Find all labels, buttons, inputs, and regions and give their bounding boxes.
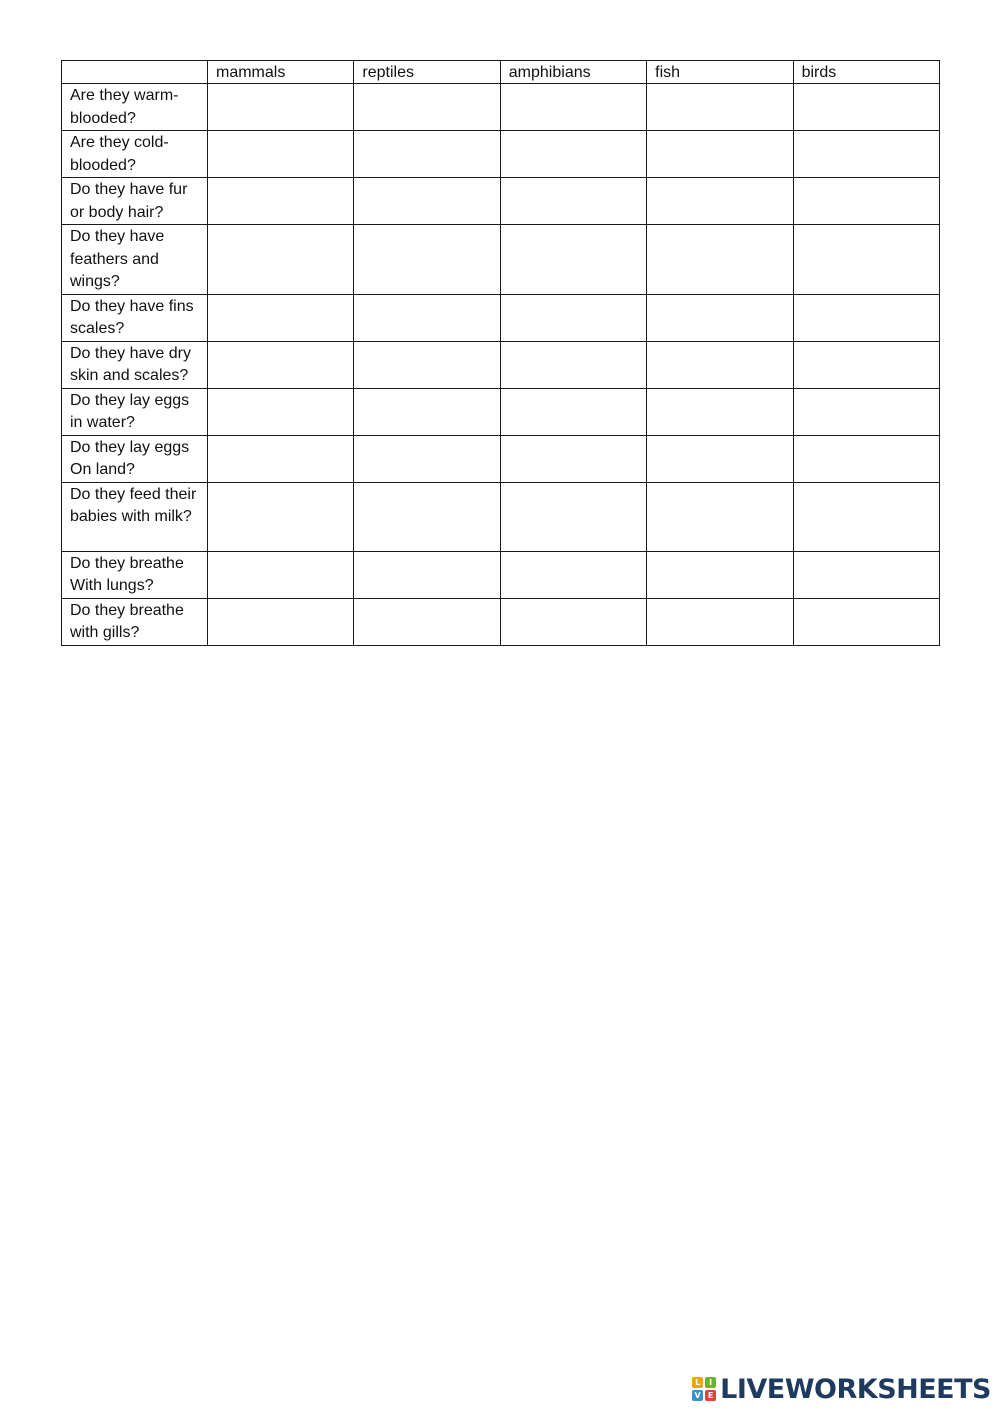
answer-cell-mammals[interactable] xyxy=(208,84,354,131)
answer-cell-amphibians[interactable] xyxy=(500,341,646,388)
answer-cell-mammals[interactable] xyxy=(208,598,354,645)
answer-cell-birds[interactable] xyxy=(793,294,939,341)
question-cell: Do they lay eggs in water? xyxy=(62,388,208,435)
question-cell: Do they have feathers and wings? xyxy=(62,225,208,295)
answer-cell-fish[interactable] xyxy=(647,131,793,178)
question-cell: Do they breathe With lungs? xyxy=(62,551,208,598)
answer-cell-fish[interactable] xyxy=(647,551,793,598)
answer-cell-amphibians[interactable] xyxy=(500,598,646,645)
answer-cell-fish[interactable] xyxy=(647,341,793,388)
answer-cell-reptiles[interactable] xyxy=(354,131,500,178)
answer-cell-birds[interactable] xyxy=(793,131,939,178)
answer-cell-mammals[interactable] xyxy=(208,225,354,295)
answer-cell-reptiles[interactable] xyxy=(354,435,500,482)
header-cell-corner xyxy=(62,61,208,84)
answer-cell-fish[interactable] xyxy=(647,388,793,435)
answer-cell-birds[interactable] xyxy=(793,482,939,551)
answer-cell-amphibians[interactable] xyxy=(500,178,646,225)
logo-letter-i: I xyxy=(705,1377,716,1388)
header-cell-amphibians: amphibians xyxy=(500,61,646,84)
table-row xyxy=(62,225,940,295)
answer-cell-reptiles[interactable] xyxy=(354,482,500,551)
header-cell-fish: fish xyxy=(647,61,793,84)
answer-cell-fish[interactable] xyxy=(647,435,793,482)
answer-cell-mammals[interactable] xyxy=(208,341,354,388)
answer-cell-reptiles[interactable] xyxy=(354,388,500,435)
answer-cell-reptiles[interactable] xyxy=(354,225,500,295)
logo-mark-icon xyxy=(692,1377,716,1401)
answer-cell-fish[interactable] xyxy=(647,178,793,225)
table-row xyxy=(62,435,940,482)
answer-cell-amphibians[interactable] xyxy=(500,388,646,435)
answer-cell-reptiles[interactable] xyxy=(354,294,500,341)
table-row xyxy=(62,551,940,598)
question-cell: Are they warm-blooded? xyxy=(62,84,208,131)
answer-cell-birds[interactable] xyxy=(793,178,939,225)
liveworksheets-logo xyxy=(692,1374,991,1404)
answer-cell-reptiles[interactable] xyxy=(354,84,500,131)
answer-cell-mammals[interactable] xyxy=(208,482,354,551)
answer-cell-amphibians[interactable] xyxy=(500,84,646,131)
logo-letter-v: V xyxy=(692,1390,703,1401)
question-cell: Do they feed their babies with milk? xyxy=(62,482,208,551)
answer-cell-birds[interactable] xyxy=(793,341,939,388)
answer-cell-amphibians[interactable] xyxy=(500,435,646,482)
question-cell: Do they have dry skin and scales? xyxy=(62,341,208,388)
answer-cell-amphibians[interactable] xyxy=(500,131,646,178)
answer-cell-birds[interactable] xyxy=(793,225,939,295)
table-row xyxy=(62,341,940,388)
header-cell-reptiles: reptiles xyxy=(354,61,500,84)
worksheet-table xyxy=(61,60,940,646)
answer-cell-mammals[interactable] xyxy=(208,388,354,435)
header-cell-birds: birds xyxy=(793,61,939,84)
table-row xyxy=(62,178,940,225)
question-cell: Do they have fins scales? xyxy=(62,294,208,341)
table-row xyxy=(62,482,940,551)
answer-cell-amphibians[interactable] xyxy=(500,294,646,341)
logo-text: LIVEWORKSHEETS xyxy=(720,1373,991,1405)
answer-cell-mammals[interactable] xyxy=(208,551,354,598)
question-cell: Do they breathe with gills? xyxy=(62,598,208,645)
answer-cell-reptiles[interactable] xyxy=(354,341,500,388)
header-row xyxy=(62,61,940,84)
answer-cell-reptiles[interactable] xyxy=(354,598,500,645)
table-row xyxy=(62,388,940,435)
question-cell: Do they lay eggs On land? xyxy=(62,435,208,482)
answer-cell-fish[interactable] xyxy=(647,482,793,551)
logo-letter-e: E xyxy=(705,1390,716,1401)
answer-cell-amphibians[interactable] xyxy=(500,225,646,295)
answer-cell-fish[interactable] xyxy=(647,294,793,341)
logo-letter-l: L xyxy=(692,1377,703,1388)
answer-cell-mammals[interactable] xyxy=(208,131,354,178)
answer-cell-birds[interactable] xyxy=(793,598,939,645)
answer-cell-fish[interactable] xyxy=(647,598,793,645)
answer-cell-amphibians[interactable] xyxy=(500,482,646,551)
answer-cell-mammals[interactable] xyxy=(208,294,354,341)
answer-cell-reptiles[interactable] xyxy=(354,178,500,225)
answer-cell-birds[interactable] xyxy=(793,551,939,598)
table-row xyxy=(62,294,940,341)
answer-cell-mammals[interactable] xyxy=(208,435,354,482)
answer-cell-mammals[interactable] xyxy=(208,178,354,225)
header-cell-mammals: mammals xyxy=(208,61,354,84)
table-row xyxy=(62,84,940,131)
question-cell: Are they cold-blooded? xyxy=(62,131,208,178)
answer-cell-birds[interactable] xyxy=(793,388,939,435)
answer-cell-amphibians[interactable] xyxy=(500,551,646,598)
question-cell: Do they have fur or body hair? xyxy=(62,178,208,225)
answer-cell-reptiles[interactable] xyxy=(354,551,500,598)
answer-cell-birds[interactable] xyxy=(793,435,939,482)
table-row xyxy=(62,598,940,645)
answer-cell-fish[interactable] xyxy=(647,84,793,131)
answer-cell-fish[interactable] xyxy=(647,225,793,295)
table-row xyxy=(62,131,940,178)
answer-cell-birds[interactable] xyxy=(793,84,939,131)
